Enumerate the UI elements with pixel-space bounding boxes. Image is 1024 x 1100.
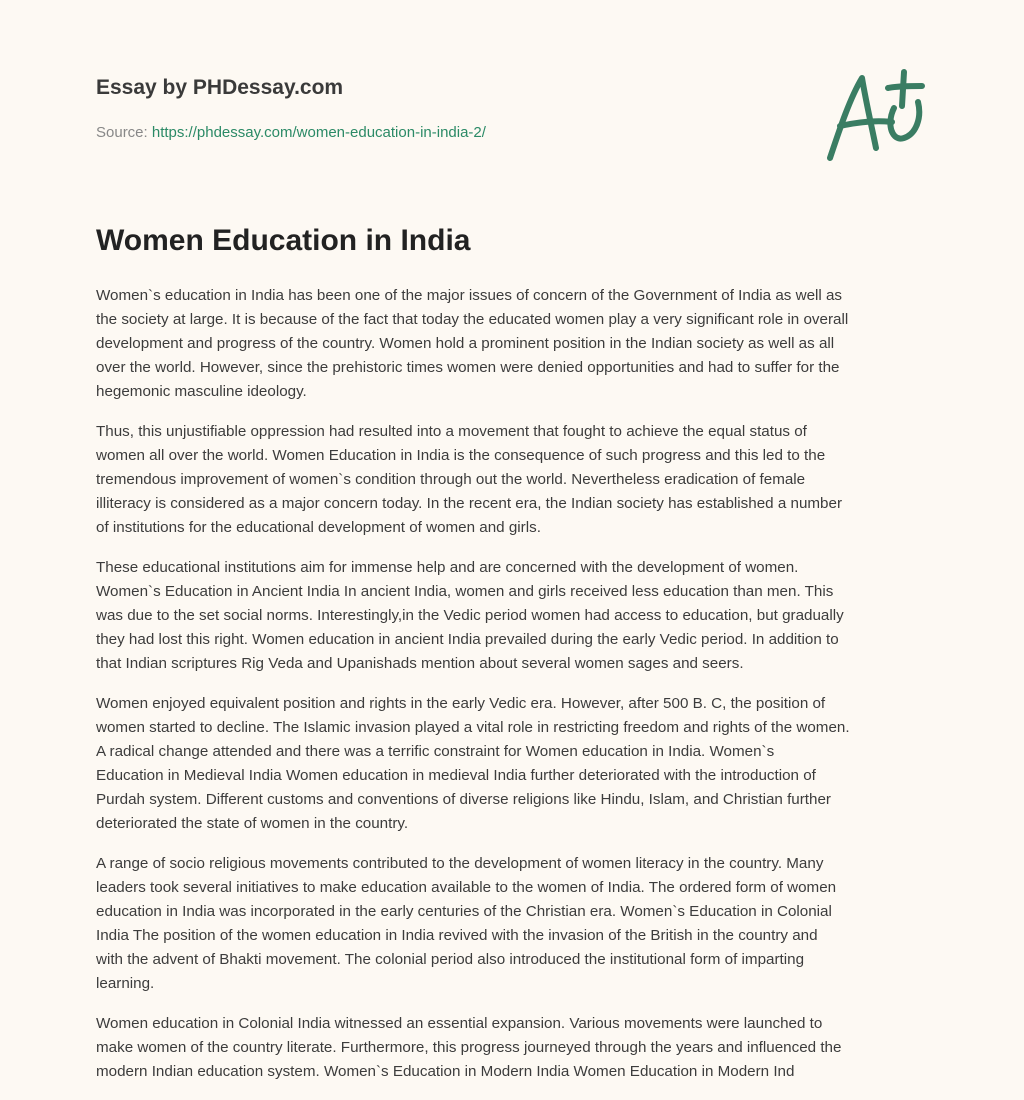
essay-paragraph [96, 852, 946, 996]
paragraph-line: they had lost this right. Women education in ancient India prevailed during the early Vedic period. In addition to [96, 631, 839, 648]
paragraph-line: education in India was incorporated in the early centuries of the Christian era. Women`s Education in Colonial [96, 903, 832, 920]
paragraph-line: of institutions for the educational development of women and girls. [96, 519, 541, 536]
paragraph-line: India The position of the women education in India revived with the invasion of the British in the country and [96, 927, 818, 944]
paragraph-line: Women education in Colonial India witnessed an essential expansion. Various movements were launched to [96, 1015, 823, 1032]
paragraph-line: A range of socio religious movements contributed to the development of women literacy in the country. Many [96, 855, 824, 872]
paragraph-line: modern Indian education system. Women`s Education in Modern India Women Education in Modern Ind [96, 1063, 795, 1080]
paragraph-line: women all over the world. Women Education in India is the consequence of such progress and this led to the [96, 447, 826, 464]
paragraph-line: was due to the set social norms. Interestingly,in the Vedic period women had access to education, but gradually [96, 607, 844, 624]
paragraph-line: the society at large. It is because of the fact that today the educated women play a very significant role in overall [96, 311, 849, 328]
essay-body [96, 284, 946, 1100]
paragraph-line: deteriorated the state of women in the country. [96, 815, 409, 832]
paragraph-line: leaders took several initiatives to make education available to the women of India. The ordered form of women [96, 879, 837, 896]
paragraph-line: Thus, this unjustifiable oppression had resulted into a movement that fought to achieve the equal status of [96, 423, 807, 440]
paragraph-line: make women of the country literate. Furthermore, this progress journeyed through the years and influenced the [96, 1039, 842, 1056]
paragraph-line: learning. [96, 975, 155, 992]
paragraph-line: These educational institutions aim for immense help and are concerned with the development of women. [96, 559, 799, 576]
paragraph-line: Women`s Education in Ancient India In ancient India, women and girls received less education than men. This [96, 583, 834, 600]
paragraph-line: illiteracy is considered as a major concern today. In the recent era, the Indian society has established a number [96, 495, 842, 512]
source-label: Source: [96, 124, 148, 141]
a-plus-logo-icon [818, 66, 928, 166]
paragraph-line: over the world. However, since the prehistoric times women were denied opportunities and had to suffer for the [96, 359, 840, 376]
source-link[interactable]: https://phdessay.com/women-education-in-india-2/ [151, 124, 486, 141]
essay-paragraph [96, 556, 946, 676]
essay-paragraph [96, 284, 946, 404]
essay-paragraph [96, 1012, 946, 1084]
essay-paragraph [96, 420, 946, 540]
brand-title: Essay by PHDessay.com [96, 76, 344, 99]
paragraph-line: with the advent of Bhakti movement. The colonial period also introduced the institutional form of imparting [96, 951, 805, 968]
paragraph-line: Purdah system. Different customs and conventions of diverse religions like Hindu, Islam, and Christian further [96, 791, 831, 808]
paragraph-line: development and progress of the country. Women hold a prominent position in the Indian society as well as all [96, 335, 835, 352]
source-line [96, 124, 486, 141]
paragraph-line: Education in Medieval India Women education in medieval India further deteriorated with the introduction of [96, 767, 816, 784]
paragraph-line: that Indian scriptures Rig Veda and Upanishads mention about several women sages and seers. [96, 655, 744, 672]
paragraph-line: Women enjoyed equivalent position and rights in the early Vedic era. However, after 500 B. C, the position of [96, 695, 826, 712]
paragraph-line: women started to decline. The Islamic invasion played a vital role in restricting freedom and rights of the women. [96, 719, 850, 736]
paragraph-line: hegemonic masculine ideology. [96, 383, 307, 400]
essay-title: Women Education in India [96, 224, 471, 257]
paragraph-line: tremendous improvement of women`s condition through out the world. Nevertheless eradication of female [96, 471, 806, 488]
paragraph-line: Women`s education in India has been one of the major issues of concern of the Government of India as well as [96, 287, 843, 304]
paragraph-line: A radical change attended and there was a terrific constraint for Women education in India. Women`s [96, 743, 775, 760]
essay-paragraph [96, 692, 946, 836]
